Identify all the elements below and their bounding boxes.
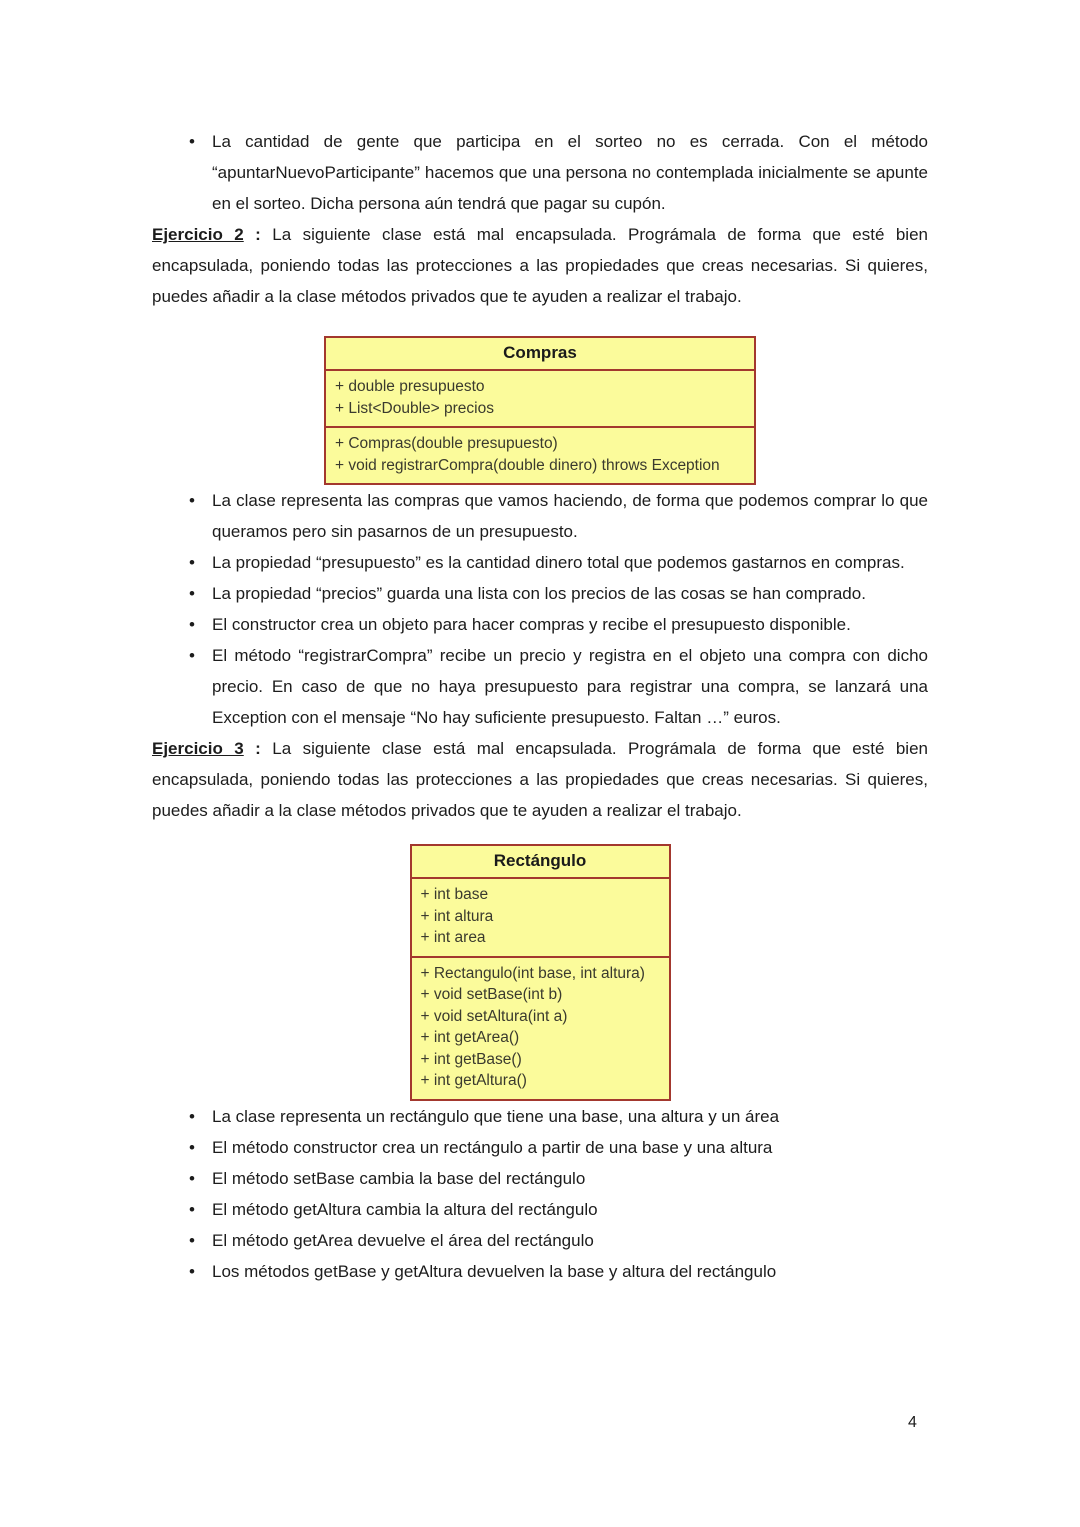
intro-bullet-list	[152, 126, 928, 219]
uml-attribute: + double presupuesto	[335, 378, 485, 395]
uml-attribute: + int altura	[420, 907, 494, 925]
list-item: • La propiedad “precios” guarda una lista con los precios de las cosas se han comprado.	[152, 578, 928, 609]
ejercicio-3-label: Ejercicio 3	[152, 739, 244, 758]
uml-method: + Rectangulo(int base, int altura)	[420, 964, 645, 982]
list-item: • La clase representa las compras que vamos haciendo, de forma que podemos comprar lo que queramos pero sin pasarnos de un presupuesto.	[152, 485, 928, 547]
uml-attributes-compartment	[326, 371, 754, 426]
list-item: • Los métodos getBase y getAltura devuelven la base y altura del rectángulo	[152, 1256, 928, 1287]
list-item: • La cantidad de gente que participa en el sorteo no es cerrada. Con el método “apuntarNuevoParticipante” hacemos que una persona no contemplada inicialmente se apunte en el sorteo. Dicha persona aún tendrá que pagar su cupón.	[152, 126, 928, 219]
list-item: • El método constructor crea un rectángulo a partir de una base y una altura	[152, 1132, 928, 1163]
list-item: • El método “registrarCompra” recibe un precio y registra en el objeto una compra con dicho precio. En caso de que no haya presupuesto para registrar una compra, se lanzará una Exception con el mensaje “No hay suficiente presupuesto. Faltan …” euros.	[152, 640, 928, 733]
list-item: • El método getArea devuelve el área del rectángulo	[152, 1225, 928, 1256]
ejercicio-2-label: Ejercicio 2	[152, 225, 244, 244]
ejercicio-2-paragraph	[152, 219, 928, 312]
uml-method: + int getArea()	[420, 1029, 520, 1046]
list-item: • La propiedad “presupuesto” es la cantidad dinero total que podemos gastarnos en compras.	[152, 547, 928, 578]
ejercicio-2-body: La siguiente clase está mal encapsulada. Prográmala de forma que esté bien encapsulada, poniendo todas las protecciones a las propiedades que creas necesarias. Si quieres, puedes añadir a la clase métodos privados que te ayuden a realizar el trabajo.	[152, 225, 928, 306]
uml-attribute: + int base	[420, 886, 489, 903]
uml-class-rectangulo	[410, 844, 671, 1101]
uml-class-title: Compras	[326, 338, 754, 371]
uml-methods-compartment	[412, 956, 669, 1099]
uml-method: + void setBase(int b)	[420, 986, 563, 1003]
uml-class-compras	[324, 336, 756, 485]
list-item: • El constructor crea un objeto para hacer compras y recibe el presupuesto disponible.	[152, 609, 928, 640]
uml-method: + int getBase()	[420, 1050, 522, 1068]
uml-attributes-compartment	[412, 879, 669, 956]
uml-class-title: Rectángulo	[412, 846, 669, 879]
ejercicio-3-paragraph	[152, 733, 928, 826]
page-number: 4	[908, 1414, 917, 1431]
uml-method: + int getAltura()	[420, 1072, 527, 1089]
ejercicio-3-body: La siguiente clase está mal encapsulada. Prográmala de forma que esté bien encapsulada, poniendo todas las protecciones a las propiedades que creas necesarias. Si quieres, puedes añadir a la clase métodos privados que te ayuden a realizar el trabajo.	[152, 739, 928, 820]
ejercicio-2-separator: :	[243, 225, 273, 244]
uml-method: + void registrarCompra(double dinero) throws Exception	[335, 456, 720, 474]
list-item: • El método setBase cambia la base del rectángulo	[152, 1163, 928, 1194]
uml-method: + Compras(double presupuesto)	[335, 435, 558, 452]
list-item: • La clase representa un rectángulo que tiene una base, una altura y un área	[152, 1101, 928, 1132]
rectangulo-bullet-list	[152, 1101, 928, 1287]
page-content	[152, 126, 928, 1287]
uml-methods-compartment	[326, 426, 754, 483]
uml-attribute: + int area	[420, 929, 486, 946]
uml-attribute: + List<Double> precios	[335, 399, 494, 417]
ejercicio-3-separator: :	[243, 739, 273, 758]
compras-bullet-list	[152, 485, 928, 733]
uml-method: + void setAltura(int a)	[420, 1007, 568, 1025]
list-item: • El método getAltura cambia la altura del rectángulo	[152, 1194, 928, 1225]
